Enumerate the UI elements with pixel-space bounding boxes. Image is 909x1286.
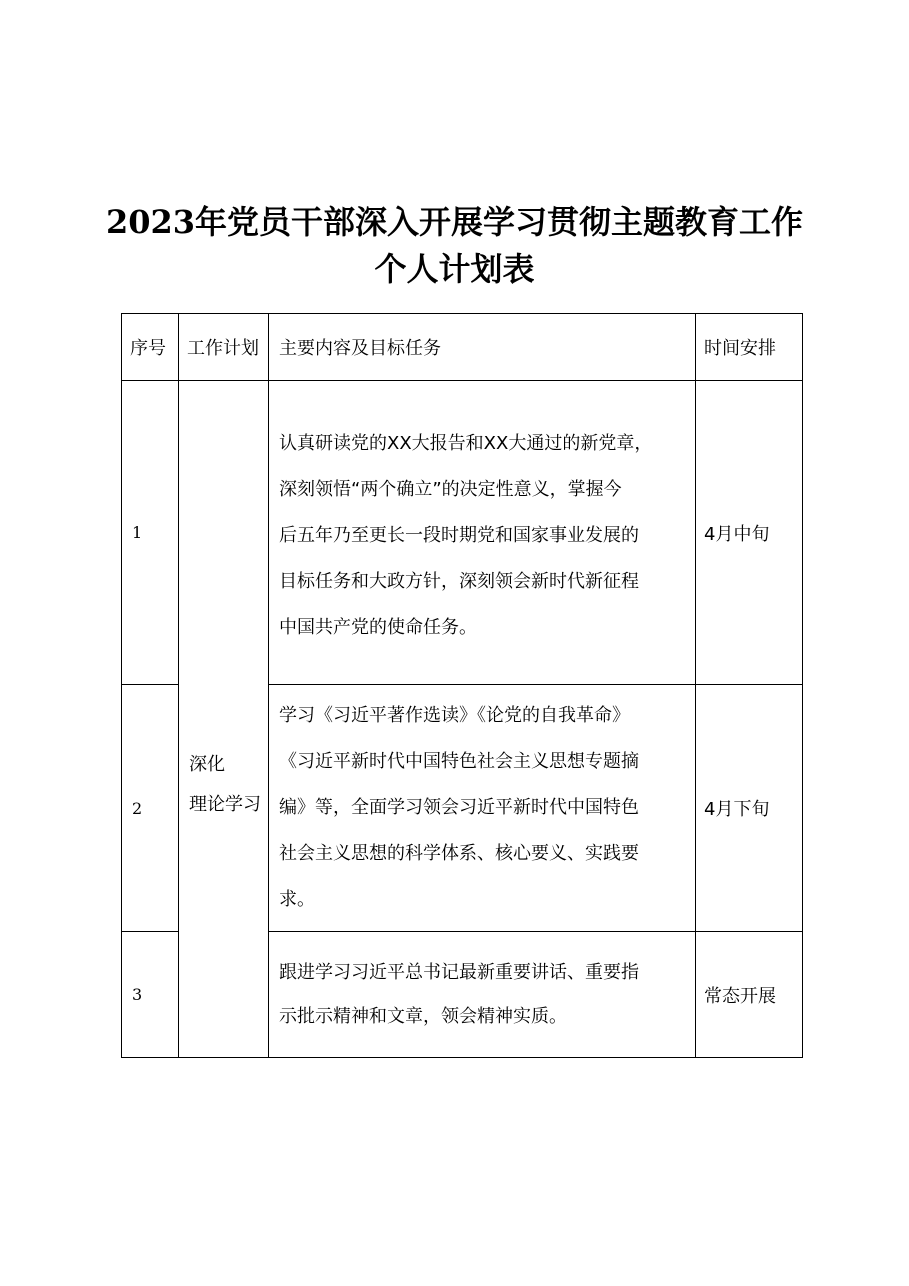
table-row bbox=[122, 381, 803, 685]
content-line: 认真研读党的XX大报告和XX大通过的新党章， bbox=[279, 432, 653, 454]
row-seq: 3 bbox=[122, 932, 179, 1058]
row-time: 4月中旬 bbox=[696, 381, 803, 685]
header-content: 主要内容及目标任务 bbox=[269, 314, 696, 381]
row-seq: 2 bbox=[122, 685, 179, 932]
header-time: 时间安排 bbox=[696, 314, 803, 381]
content-line: 求。 bbox=[279, 889, 315, 910]
content-line: 跟进学习习近平总书记最新重要讲话、重要指 bbox=[279, 961, 639, 983]
content-line: 深刻领悟“两个确立”的决定性意义，掌握今 bbox=[279, 478, 622, 500]
table-header-row bbox=[122, 314, 803, 381]
content-line: 目标任务和大政方针，深刻领会新时代新征程 bbox=[279, 570, 639, 592]
row-content bbox=[269, 381, 696, 685]
row-content bbox=[269, 932, 696, 1058]
header-seq: 序号 bbox=[122, 314, 179, 381]
content-line: 后五年乃至更长一段时期党和国家事业发展的 bbox=[279, 524, 639, 546]
plan-table bbox=[121, 313, 803, 1058]
content-line: 社会主义思想的科学体系、核心要义、实践要 bbox=[279, 843, 639, 864]
plan-category-line1: 深化 bbox=[189, 754, 225, 775]
plan-category-cell bbox=[179, 381, 269, 1058]
content-line: 《习近平新时代中国特色社会主义思想专题摘 bbox=[279, 751, 639, 772]
row-content bbox=[269, 685, 696, 932]
row-time: 常态开展 bbox=[696, 932, 803, 1058]
row-time: 4月下旬 bbox=[696, 685, 803, 932]
content-line: 中国共产党的使命任务。 bbox=[279, 616, 477, 638]
document-title-line2: 个人计划表 bbox=[374, 250, 535, 288]
header-plan: 工作计划 bbox=[179, 314, 269, 381]
content-line: 学习《习近平著作选读》《论党的自我革命》 bbox=[279, 705, 630, 726]
content-line: 示批示精神和文章，领会精神实质。 bbox=[279, 1005, 567, 1027]
content-line: 编》等，全面学习领会习近平新时代中国特色 bbox=[279, 797, 639, 818]
document-title-line1: 2023年党员干部深入开展学习贯彻主题教育工作 bbox=[105, 203, 804, 241]
row-seq: 1 bbox=[122, 381, 179, 685]
plan-category-line2: 理论学习 bbox=[189, 794, 261, 815]
